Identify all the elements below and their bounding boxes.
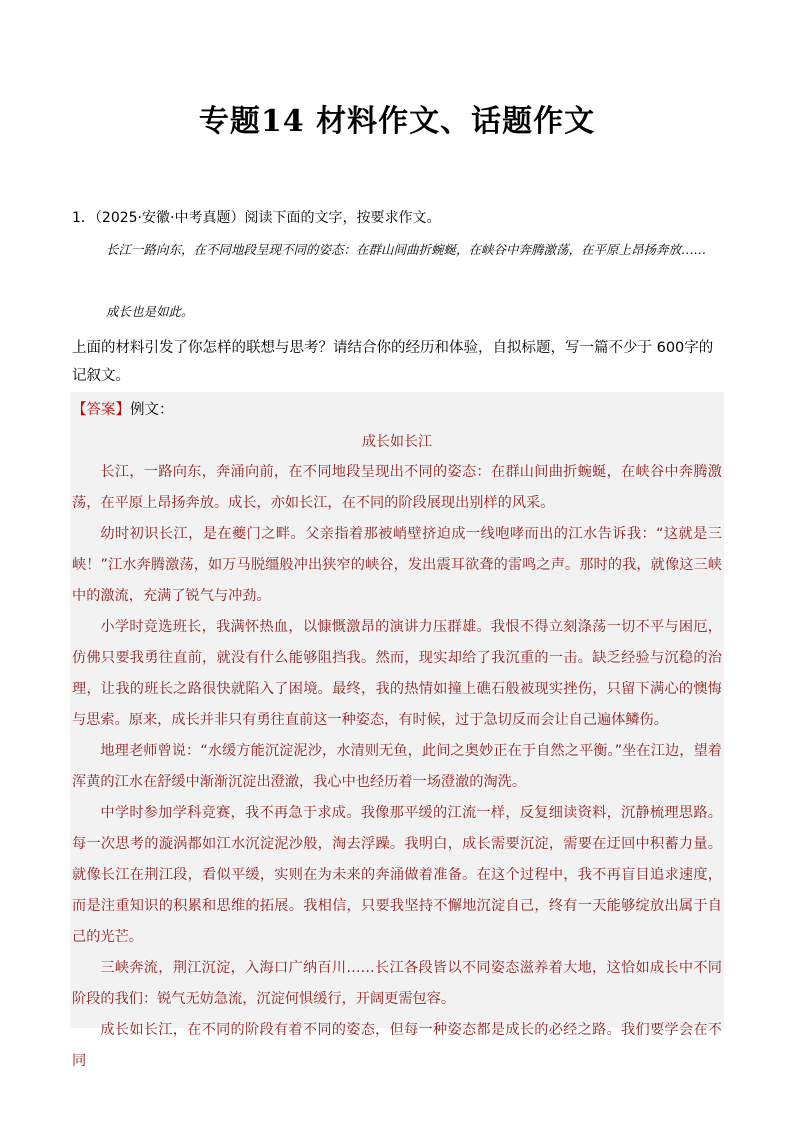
- answer-header: [72, 400, 174, 420]
- essay-paragraph: 幼时初识长江，是在夔门之畔。父亲指着那被峭壁挤迫成一线咆哮而出的江水告诉我：“这就是三峡！”江水奔腾激荡，如万马脱缰般冲出狭窄的峡谷，发出震耳欲聋的雷鸣之声。那时的我，就像这三峡中的激流，充满了锐气与冲劲。: [72, 526, 722, 604]
- material-paragraph-2: 成长也是如此。: [106, 304, 194, 319]
- question-source: （2025·安徽·中考真题）: [94, 210, 245, 226]
- page-title: 专题14 材料作文、话题作文: [198, 104, 596, 139]
- essay-paragraph: 成长如长江，在不同的阶段有着不同的姿态，但每一种姿态都是成长的必经之路。我们要学会在不同: [72, 1022, 722, 1069]
- question-header: [72, 207, 724, 229]
- essay-paragraph: 长江，一路向东，奔涌向前，在不同地段呈现出不同的姿态：在群山间曲折蜿蜒，在峡谷中奔腾激荡，在平原上昂扬奔放。成长，亦如长江，在不同的阶段展现出别样的风采。: [72, 464, 722, 511]
- writing-prompt: 上面的材料引发了你怎样的联想与思考？请结合你的经历和体验，自拟标题，写一篇不少于 600字的记叙文。: [72, 340, 714, 384]
- question-number: 1．: [72, 210, 95, 226]
- question-instruction: 阅读下面的文字，按要求作文。: [244, 210, 441, 226]
- answer-prefix: 例文：: [130, 402, 174, 418]
- answer-label: 【答案】: [72, 402, 130, 418]
- essay-paragraph: 地理老师曾说：“水缓方能沉淀泥沙，水清则无鱼，此间之奥妙正在于自然之平衡。”坐在江边，望着浑黄的江水在舒缓中渐渐沉淀出澄澈，我心中也经历着一场澄澈的淘洗。: [72, 743, 722, 790]
- essay-paragraph: 小学时竞选班长，我满怀热血，以慷慨激昂的演讲力压群雄。我恨不得立刻涤荡一切不平与困厄，仿佛只要我勇往直前，就没有什么能够阻挡我。然而，现实却给了我沉重的一击。缺乏经验与沉稳的治理，让我的班长之路很快就陷入了困境。最终，我的热情如撞上礁石般被现实挫伤，只留下满心的懊悔与思索。原来，成长并非只有勇往直前这一种姿态，有时候，过于急切反而会让自己遍体鳞伤。: [72, 619, 722, 728]
- essay-body: [72, 457, 722, 1077]
- essay-paragraph: 中学时参加学科竞赛，我不再急于求成。我像那平缓的江流一样，反复细读资料，沉静梳理思路。每一次思考的漩涡都如江水沉淀泥沙般，淘去浮躁。我明白，成长需要沉淀，需要在迂回中积蓄力量。就像长江在荆江段，看似平缓，实则在为未来的奔涌做着准备。在这个过程中，我不再盲目追求速度，而是注重知识的积累和思维的拓展。我相信，只要我坚持不懈地沉淀自己，终有一天能够绽放出属于自己的光芒。: [72, 805, 722, 945]
- essay-title: 成长如长江: [362, 434, 432, 450]
- essay-paragraph: 三峡奔流，荆江沉淀，入海口广纳百川……长江各段皆以不同姿态滋养着大地，这恰如成长中不同阶段的我们：锐气无妨急流，沉淀何惧缓行，开阔更需包容。: [72, 960, 722, 1007]
- material-paragraph-1: 长江一路向东，在不同地段呈现不同的姿态：在群山间曲折蜿蜒，在峡谷中奔腾激荡，在平原上昂扬奔放……: [106, 242, 707, 257]
